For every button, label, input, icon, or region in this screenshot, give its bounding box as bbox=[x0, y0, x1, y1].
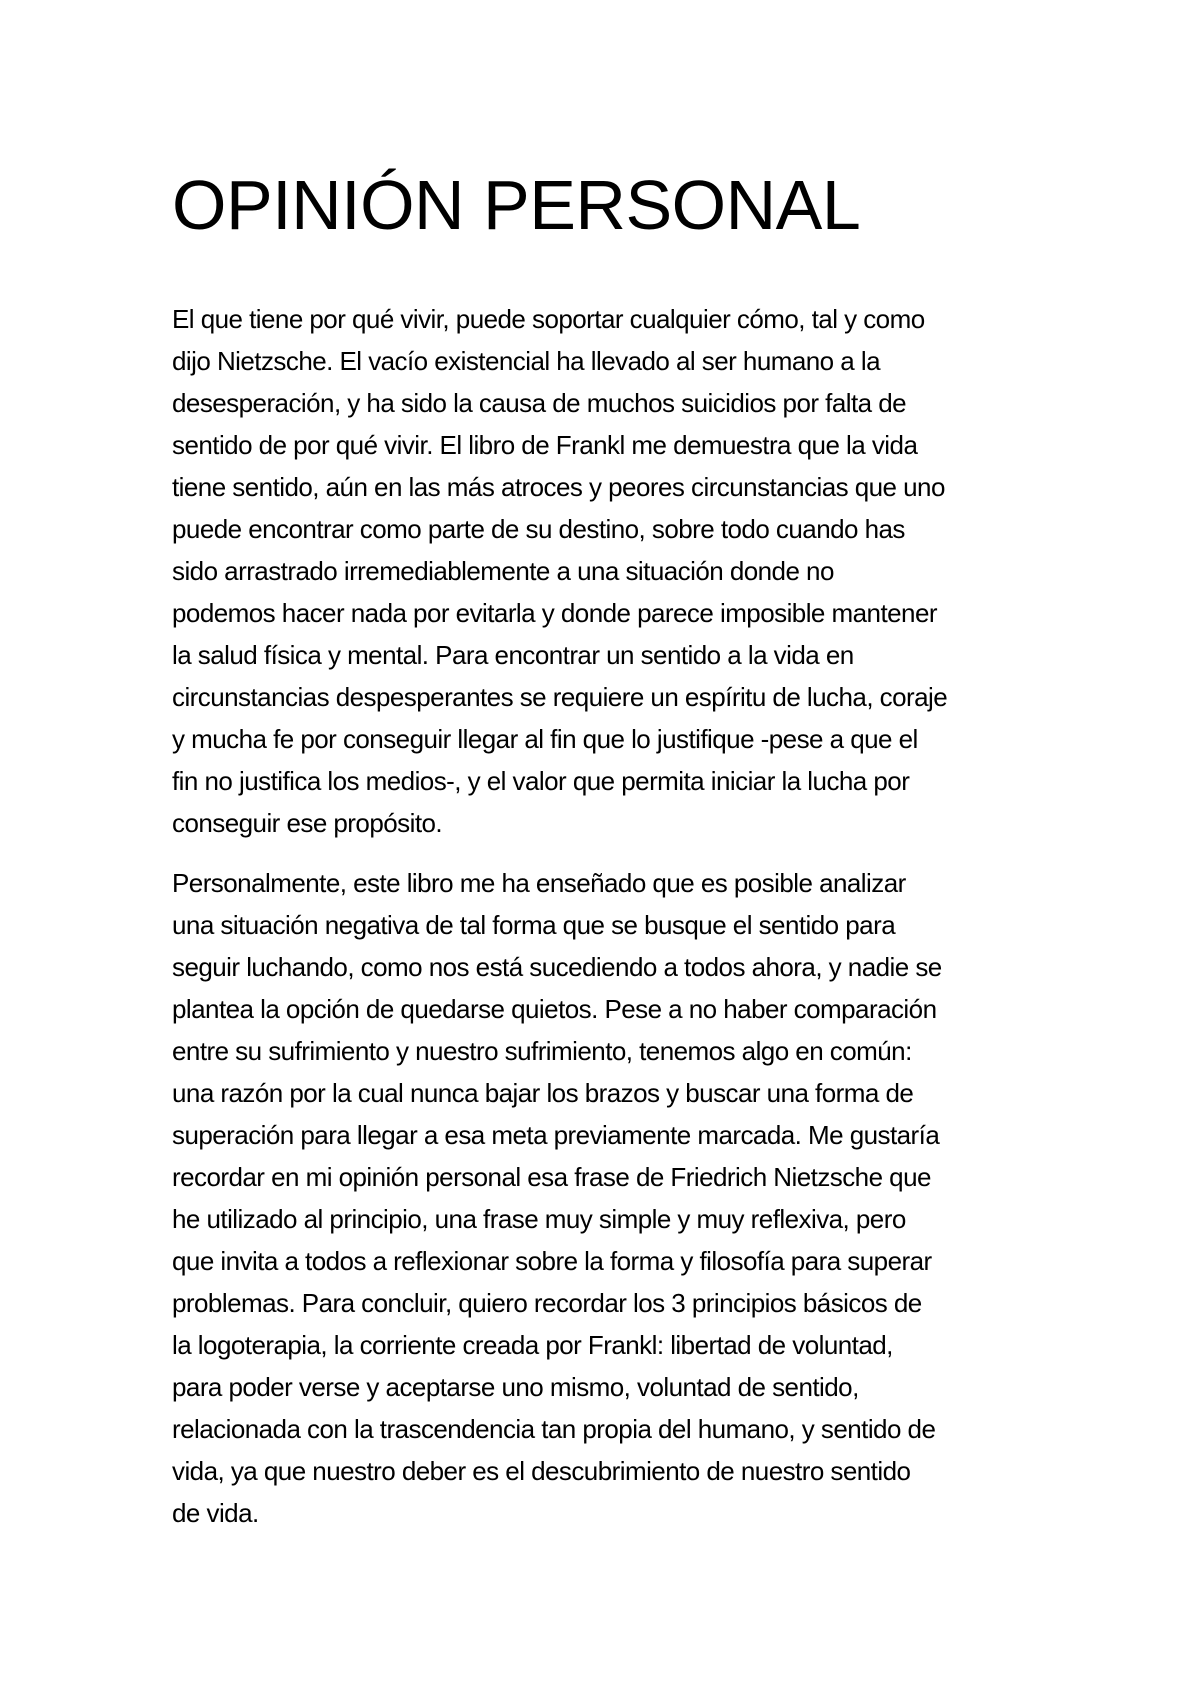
text-line: que invita a todos a reflexionar sobre la forma y filosofía para superar bbox=[172, 1246, 932, 1276]
text-line: para poder verse y aceptarse uno mismo, voluntad de sentido, bbox=[172, 1372, 859, 1402]
paragraph-1 bbox=[172, 298, 1042, 844]
text-line: desesperación, y ha sido la causa de muchos suicidios por falta de bbox=[172, 388, 907, 418]
text-line: entre su sufrimiento y nuestro sufrimiento, tenemos algo en común: bbox=[172, 1036, 912, 1066]
text-line: relacionada con la trascendencia tan propia del humano, y sentido de bbox=[172, 1414, 936, 1444]
text-line: una situación negativa de tal forma que se busque el sentido para bbox=[172, 910, 896, 940]
text-line: recordar en mi opinión personal esa frase de Friedrich Nietzsche que bbox=[172, 1162, 931, 1192]
text-line: una razón por la cual nunca bajar los brazos y buscar una forma de bbox=[172, 1078, 914, 1108]
text-line: conseguir ese propósito. bbox=[172, 808, 443, 838]
text-line: vida, ya que nuestro deber es el descubrimiento de nuestro sentido bbox=[172, 1456, 911, 1486]
text-line: la salud física y mental. Para encontrar un sentido a la vida en bbox=[172, 640, 854, 670]
text-line: El que tiene por qué vivir, puede soportar cualquier cómo, tal y como bbox=[172, 304, 925, 334]
text-line: tiene sentido, aún en las más atroces y peores circunstancias que uno bbox=[172, 472, 945, 502]
text-line: fin no justifica los medios-, y el valor que permita iniciar la lucha por bbox=[172, 766, 910, 796]
text-line: he utilizado al principio, una frase muy simple y muy reflexiva, pero bbox=[172, 1204, 906, 1234]
text-line: la logoterapia, la corriente creada por Frankl: libertad de voluntad, bbox=[172, 1330, 893, 1360]
text-line: circunstancias despesperantes se requiere un espíritu de lucha, coraje bbox=[172, 682, 948, 712]
text-line: podemos hacer nada por evitarla y donde parece imposible mantener bbox=[172, 598, 937, 628]
paragraph-2 bbox=[172, 862, 1042, 1534]
text-line: superación para llegar a esa meta previamente marcada. Me gustaría bbox=[172, 1120, 940, 1150]
text-line: sentido de por qué vivir. El libro de Frankl me demuestra que la vida bbox=[172, 430, 918, 460]
page-title: OPINIÓN PERSONAL bbox=[172, 166, 861, 244]
text-line: problemas. Para concluir, quiero recordar los 3 principios básicos de bbox=[172, 1288, 922, 1318]
text-line: dijo Nietzsche. El vacío existencial ha llevado al ser humano a la bbox=[172, 346, 880, 376]
document-body bbox=[172, 298, 1042, 1552]
text-line: seguir luchando, como nos está sucediendo a todos ahora, y nadie se bbox=[172, 952, 942, 982]
text-line: sido arrastrado irremediablemente a una situación donde no bbox=[172, 556, 834, 586]
text-line: de vida. bbox=[172, 1498, 259, 1528]
text-line: plantea la opción de quedarse quietos. Pese a no haber comparación bbox=[172, 994, 937, 1024]
text-line: y mucha fe por conseguir llegar al fin que lo justifique -pese a que el bbox=[172, 724, 918, 754]
text-line: puede encontrar como parte de su destino, sobre todo cuando has bbox=[172, 514, 905, 544]
text-line: Personalmente, este libro me ha enseñado que es posible analizar bbox=[172, 868, 906, 898]
